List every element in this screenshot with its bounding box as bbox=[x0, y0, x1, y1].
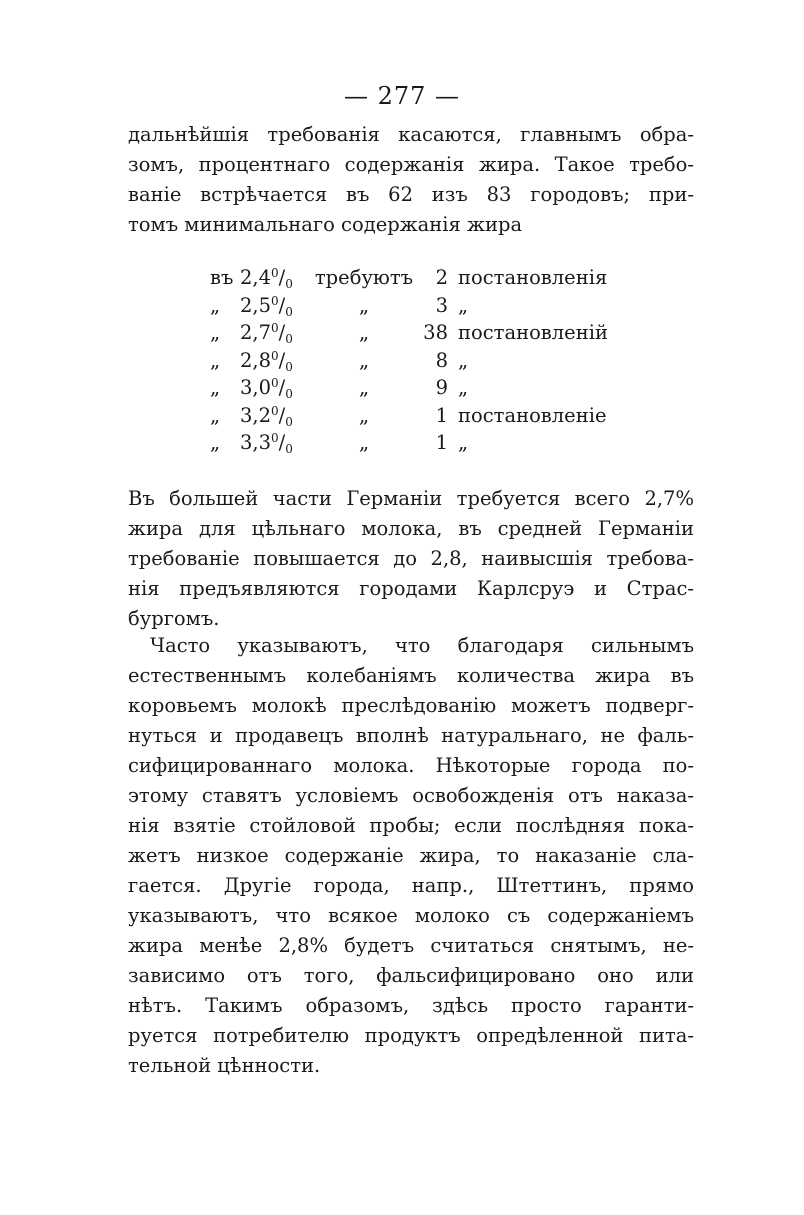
fat-percent-cell: „ $2,8^0/_0$ bbox=[210, 348, 293, 374]
ordinance-count: 1 bbox=[435, 403, 448, 427]
row-prefix: „ bbox=[210, 348, 221, 372]
text-line: гается. Другіе города, напр., Штеттинъ, прямо bbox=[128, 874, 694, 897]
ordinance-count: 8 bbox=[435, 348, 448, 372]
row-prefix: въ bbox=[210, 266, 234, 289]
fat-percent-cell: „ $3,2^0/_0$ bbox=[210, 403, 293, 429]
fat-percent-cell: „ $3,3^0/_0$ bbox=[210, 431, 293, 456]
text-line: ваніе встрѣчается въ 62 изъ 83 городовъ; при- bbox=[128, 183, 694, 206]
text-line: бургомъ. bbox=[128, 607, 220, 630]
requirement-verb: „ bbox=[358, 321, 370, 344]
text-line: жира для цѣльнаго молока, въ средней Германіи bbox=[128, 517, 694, 540]
fat-percent-cell: въ $2,4^0/_0$ bbox=[210, 266, 293, 291]
text-line: жетъ низкое содержаніе жира, то наказаніе сла- bbox=[128, 844, 694, 867]
text-line: томъ минимальнаго содержанія жира bbox=[128, 213, 523, 236]
ordinance-count: 38 bbox=[423, 321, 448, 344]
text-line: Въ большей части Германіи требуется всего 2,7% bbox=[128, 487, 694, 510]
fat-value: 2,8 bbox=[240, 348, 272, 372]
ordinance-word: постановленій bbox=[458, 321, 608, 344]
fat-value: 2,5 bbox=[240, 293, 272, 317]
text-line: Часто указываютъ, что благодаря сильнымъ bbox=[150, 634, 694, 657]
requirement-verb: „ bbox=[358, 293, 370, 317]
text-line: требованіе повышается до 2,8, наивысшія требова- bbox=[128, 547, 694, 570]
text-line: указываютъ, что всякое молоко съ содержаніемъ bbox=[128, 904, 694, 927]
text-line: нія предъявляются городами Карлсруэ и Страс- bbox=[128, 577, 694, 600]
ordinance-count: 3 bbox=[435, 293, 448, 317]
text-line: зомъ, процентнаго содержанія жира. Такое требо- bbox=[128, 153, 694, 176]
requirement-verb: „ bbox=[358, 376, 370, 399]
ordinance-count: 2 bbox=[435, 266, 448, 289]
text-line: нѣтъ. Такимъ образомъ, здѣсь просто гаранти- bbox=[128, 994, 694, 1017]
ordinance-count: 1 bbox=[435, 431, 448, 454]
fat-percent-cell: „ $2,7^0/_0$ bbox=[210, 321, 293, 346]
ordinance-word: постановленія bbox=[458, 266, 608, 289]
ordinance-word: „ bbox=[458, 293, 469, 317]
ordinance-word: „ bbox=[458, 431, 469, 454]
text-line: дальнѣйшія требованія касаются, главнымъ обра- bbox=[128, 123, 694, 146]
text-line: этому ставятъ условіемъ освобожденія отъ наказа- bbox=[128, 784, 694, 807]
requirement-verb: „ bbox=[358, 348, 370, 372]
text-line: нуться и продавецъ вполнѣ натуральнаго, не фаль- bbox=[128, 724, 694, 747]
requirement-verb: „ bbox=[358, 403, 370, 427]
row-prefix: „ bbox=[210, 293, 221, 317]
text-line: сифицированнаго молока. Нѣкоторые города по- bbox=[128, 754, 694, 777]
fat-value: 3,3 bbox=[240, 431, 272, 454]
row-prefix: „ bbox=[210, 431, 221, 454]
fat-value: 2,7 bbox=[240, 321, 272, 344]
page-number: — 277 — bbox=[343, 82, 461, 110]
text-line: нія взятіе стойловой пробы; если послѣдняя пока- bbox=[128, 814, 694, 837]
text-line: зависимо отъ того, фальсифицировано оно или bbox=[128, 964, 694, 987]
fat-value: 3,2 bbox=[240, 403, 272, 427]
ordinance-count: 9 bbox=[435, 376, 448, 399]
fat-value: 3,0 bbox=[240, 376, 272, 399]
text-line: тельной цѣнности. bbox=[128, 1054, 321, 1077]
ordinance-word: постановленіе bbox=[458, 403, 607, 427]
ordinance-word: „ bbox=[458, 348, 469, 372]
fat-percent-cell: „ $3,0^0/_0$ bbox=[210, 376, 293, 401]
fat-value: 2,4 bbox=[240, 266, 272, 289]
row-prefix: „ bbox=[210, 403, 221, 427]
paragraph-intro bbox=[128, 120, 694, 240]
text-line: жира менѣе 2,8% будетъ считаться снятымъ, не- bbox=[128, 934, 694, 957]
ordinance-word: „ bbox=[458, 376, 469, 399]
text-line: коровьемъ молокѣ преслѣдованію можетъ подверг- bbox=[128, 694, 694, 717]
requirement-verb: „ bbox=[358, 431, 370, 454]
fat-percent-cell: „ $2,5^0/_0$ bbox=[210, 293, 293, 319]
paragraph-fluctuations bbox=[128, 631, 694, 1081]
row-prefix: „ bbox=[210, 321, 221, 344]
paragraph-germany bbox=[128, 484, 694, 634]
text-line: руется потребителю продуктъ опредѣленной пита- bbox=[128, 1024, 694, 1047]
requirement-verb: требуютъ bbox=[314, 266, 414, 289]
row-prefix: „ bbox=[210, 376, 221, 399]
text-line: естественнымъ колебаніямъ количества жира въ bbox=[128, 664, 694, 687]
